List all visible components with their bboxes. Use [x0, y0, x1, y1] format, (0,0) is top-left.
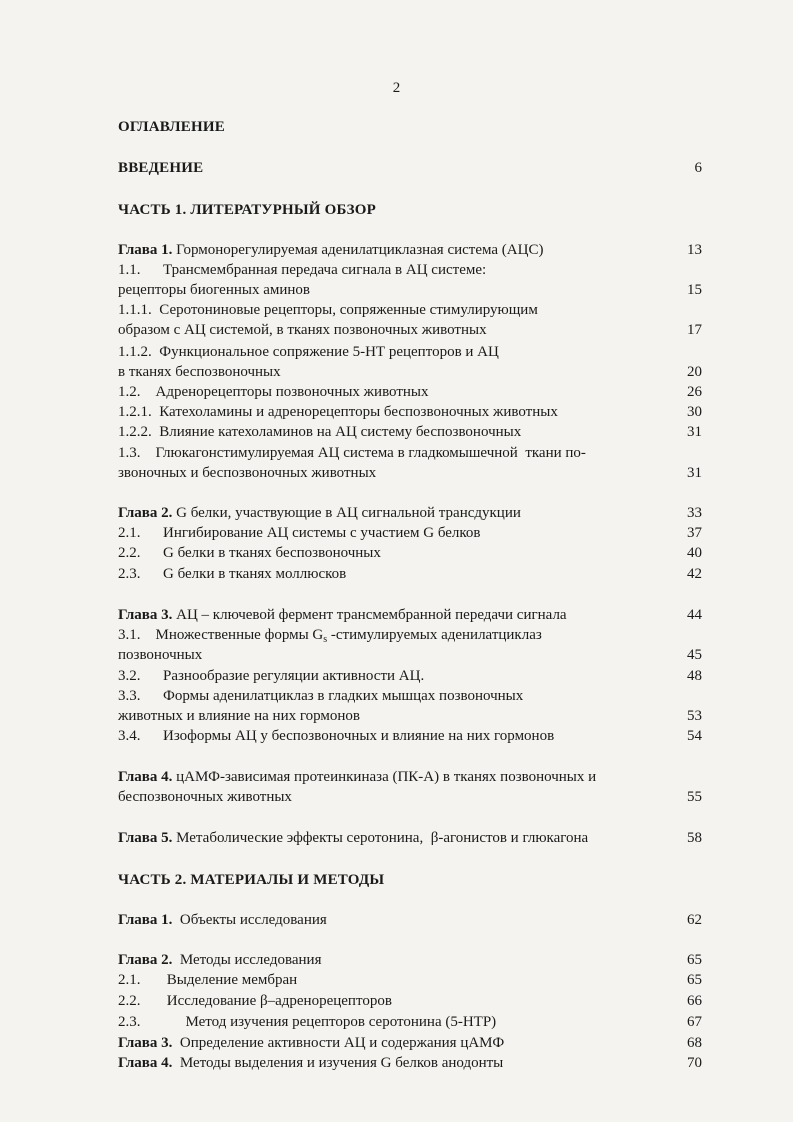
entry-title: цАМФ-зависимая протеинкиназа (ПК-А) в тканях позвоночных и — [172, 769, 597, 785]
toc-entry-text — [118, 280, 310, 300]
toc-entry-text — [118, 523, 481, 543]
entry-title: беспозвоночных животных — [118, 789, 292, 805]
entry-title: Методы исследования — [172, 952, 322, 968]
entry-title: 1.2. Адренорецепторы позвоночных животных — [118, 384, 429, 400]
toc-entry-text — [118, 382, 429, 402]
entry-title: животных и влияние на них гормонов — [118, 708, 361, 724]
toc-entry-page: 70 — [687, 1055, 702, 1071]
chapter-label: Глава 3. — [118, 607, 173, 623]
toc-entry-text — [118, 706, 360, 726]
entry-title: 1.1. Трансмембранная передача сигнала в АЦ системе: — [118, 262, 487, 278]
intro-label: ВВЕДЕНИЕ — [118, 160, 204, 176]
chapter-label: Глава 3. — [118, 1035, 173, 1051]
toc-entry-page: 26 — [687, 384, 702, 400]
toc-entry-text — [118, 320, 487, 340]
toc-entry-text — [118, 910, 327, 930]
entry-title: 3.3. Формы аденилатциклаз в гладких мышцах позвоночных — [118, 688, 524, 704]
chapter-label: Глава 2. — [118, 952, 173, 968]
entry-title: Определение активности АЦ и содержания цАМФ — [172, 1035, 505, 1051]
toc-entry-page: 45 — [687, 647, 702, 663]
toc-entry-page: 20 — [687, 364, 702, 380]
chapter-label: Глава 4. — [118, 769, 173, 785]
chapter-label: Глава 4. — [118, 1055, 173, 1071]
entry-title: 2.3. G белки в тканях моллюсков — [118, 566, 347, 582]
entry-title: рецепторы биогенных аминов — [118, 282, 310, 298]
entry-title: 1.2.2. Влияние катехоламинов на АЦ систему беспозвоночных — [118, 424, 522, 440]
entry-title: 1.1.2. Функциональное сопряжение 5-НТ рецепторов и АЦ — [118, 344, 499, 360]
toc-entry-text — [118, 645, 202, 665]
toc-entry-page: 40 — [687, 545, 702, 561]
toc-entry-text — [118, 950, 321, 970]
entry-title: 2.2. G белки в тканях беспозвоночных — [118, 545, 381, 561]
toc-entry-text — [118, 362, 281, 382]
entry-title: позвоночных — [118, 647, 203, 663]
toc-entry-text — [118, 443, 586, 463]
entry-title: 3.2. Разнообразие регуляции активности АЦ. — [118, 668, 425, 684]
toc-entry-text — [118, 787, 292, 807]
entry-title: 1.2.1. Катехоламины и адренорецепторы беспозвоночных животных — [118, 404, 558, 420]
toc-entry-text — [118, 726, 554, 746]
entry-title: 3.1. Множественные формы G — [118, 627, 324, 643]
toc-entry-page: 33 — [687, 505, 702, 521]
toc-entry-page: 48 — [687, 668, 702, 684]
entry-title: в тканях беспозвоночных — [118, 364, 281, 380]
toc-entry-page: 62 — [687, 912, 702, 928]
toc-entry-text — [118, 402, 558, 422]
toc-entry-page: 15 — [687, 282, 702, 298]
entry-title: образом с АЦ системой, в тканях позвоночных животных — [118, 322, 487, 338]
part2-heading: ЧАСТЬ 2. МАТЕРИАЛЫ И МЕТОДЫ — [118, 872, 385, 888]
toc-entry-page: 68 — [687, 1035, 702, 1051]
toc-entry-page: 30 — [687, 404, 702, 420]
toc-entry-text — [118, 970, 297, 990]
toc-entry-text — [118, 1012, 496, 1032]
toc-entry-page: 65 — [687, 952, 702, 968]
toc-entry-page: 58 — [687, 830, 702, 846]
intro-page: 6 — [694, 160, 702, 176]
entry-title: 1.3. Глюкагонстимулируемая АЦ система в гладкомышечной ткани по- — [118, 445, 586, 461]
toc-title: ОГЛАВЛЕНИЕ — [118, 119, 225, 135]
toc-entry-text — [118, 240, 543, 260]
entry-title: АЦ – ключевой фермент трансмембранной передачи сигнала — [172, 607, 567, 623]
entry-title: 2.1. Выделение мембран — [118, 972, 298, 988]
toc-entry-text — [118, 463, 376, 483]
toc-entry-text — [118, 1053, 503, 1073]
toc-entry-text — [118, 564, 346, 584]
toc-entry-page: 53 — [687, 708, 702, 724]
toc-entry-page: 31 — [687, 465, 702, 481]
toc-entry-page: 31 — [687, 424, 702, 440]
entry-title: Методы выделения и изучения G белков анодонты — [172, 1055, 504, 1071]
toc-entry-text — [118, 991, 392, 1011]
toc-entry-text — [118, 828, 588, 848]
toc-entry-text — [118, 686, 523, 706]
entry-title: Объекты исследования — [172, 912, 327, 928]
page-number: 2 — [392, 80, 401, 96]
toc-entry-page: 54 — [687, 728, 702, 744]
toc-entry-page: 67 — [687, 1014, 702, 1030]
toc-entry-page: 17 — [687, 322, 702, 338]
toc-entry-text — [118, 260, 486, 280]
toc-entry-page: 13 — [687, 242, 702, 258]
toc-entry-text — [118, 1033, 504, 1053]
toc-entry-text — [118, 666, 424, 686]
chapter-label: Глава 2. — [118, 505, 173, 521]
toc-entry-page: 55 — [687, 789, 702, 805]
chapter-label: Глава 1. — [118, 242, 173, 258]
toc-entry-text — [118, 342, 499, 362]
toc-entry-page: 44 — [687, 607, 702, 623]
toc-entry-text — [118, 422, 521, 442]
part1-heading: ЧАСТЬ 1. ЛИТЕРАТУРНЫЙ ОБЗОР — [118, 202, 376, 218]
chapter-label: Глава 1. — [118, 912, 173, 928]
toc-entry-text — [118, 605, 567, 625]
toc-entry-page: 42 — [687, 566, 702, 582]
toc-entry-page: 65 — [687, 972, 702, 988]
entry-title-cont: -стимулируемых аденилатциклаз — [327, 627, 542, 643]
entry-title: 3.4. Изоформы АЦ у беспозвоночных и влияние на них гормонов — [118, 728, 555, 744]
toc-entry-text — [118, 767, 596, 787]
toc-entry-page: 66 — [687, 993, 702, 1009]
chapter-label: Глава 5. — [118, 830, 173, 846]
entry-title: 1.1.1. Серотониновые рецепторы, сопряженные стимулирующим — [118, 302, 538, 318]
entry-title: Метаболические эффекты серотонина, β-агонистов и глюкагона — [172, 830, 589, 846]
toc-entry-text — [118, 543, 381, 563]
entry-title: 2.1. Ингибирование АЦ системы с участием G белков — [118, 525, 481, 541]
toc-entry-page: 37 — [687, 525, 702, 541]
entry-title: G белки, участвующие в АЦ сигнальной трансдукции — [172, 505, 521, 521]
entry-title: звоночных и беспозвоночных животных — [118, 465, 377, 481]
toc-entry-text — [118, 300, 538, 320]
subscript: s — [323, 634, 328, 645]
entry-title: Гормонорегулируемая аденилатциклазная система (АЦС) — [172, 242, 544, 258]
entry-title: 2.3. Метод изучения рецепторов серотонина (5-НТР) — [118, 1014, 497, 1030]
toc-entry-text — [118, 503, 521, 523]
entry-title: 2.2. Исследование β–адренорецепторов — [118, 993, 392, 1009]
